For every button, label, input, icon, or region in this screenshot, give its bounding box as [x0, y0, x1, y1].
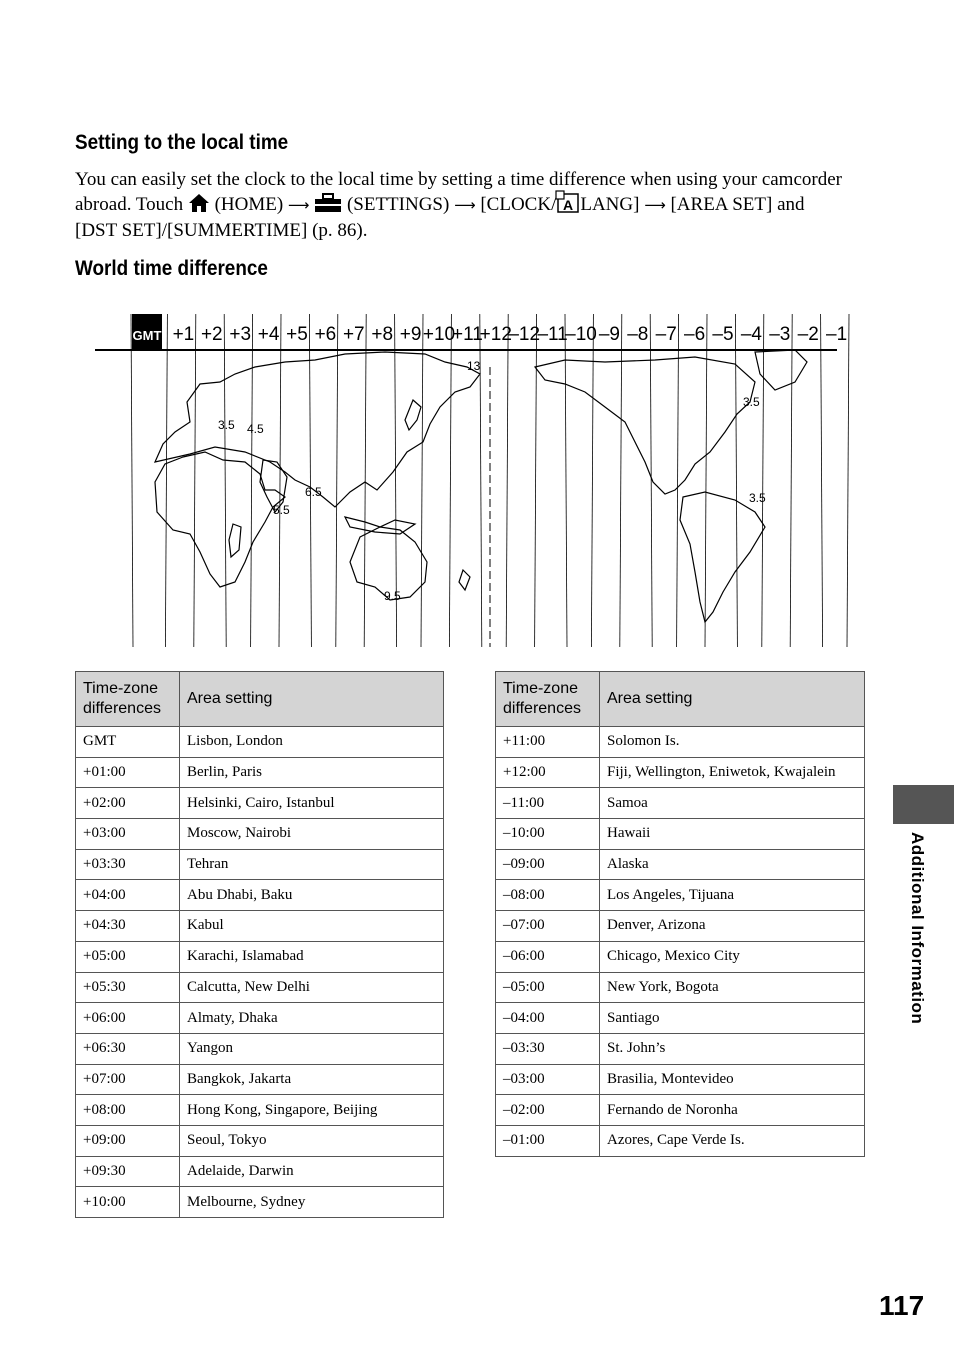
europe-asia-outline	[155, 352, 480, 507]
time-zone-cell: –01:00	[496, 1125, 600, 1156]
zone-boundary-line	[762, 314, 764, 647]
table-row	[76, 941, 444, 972]
world-time-zone-map	[95, 312, 848, 647]
table-row	[76, 1156, 444, 1187]
map-annotation: 3.5	[743, 395, 760, 409]
zone-boundary-line	[224, 314, 226, 647]
area-setting-cell: Los Angeles, Tijuana	[600, 880, 865, 911]
time-zone-cell: +11:00	[496, 727, 600, 758]
time-zone-cell: +09:00	[76, 1125, 180, 1156]
area-setting-cell: Karachi, Islamabad	[180, 941, 444, 972]
area-setting-cell: Denver, Arizona	[600, 911, 865, 942]
table-row	[76, 727, 444, 758]
table-row	[496, 849, 865, 880]
table-row	[76, 849, 444, 880]
time-zone-cell: –03:30	[496, 1033, 600, 1064]
zone-label: +6	[314, 324, 337, 345]
zone-label: +8	[371, 324, 394, 345]
area-setting-cell: Almaty, Dhaka	[180, 1003, 444, 1034]
zone-label: –7	[655, 324, 677, 345]
arrow-icon: ⟶	[454, 196, 476, 214]
language-icon	[556, 191, 580, 219]
table-row	[76, 911, 444, 942]
area-setting-cell: St. John’s	[600, 1033, 865, 1064]
time-zone-cell: –07:00	[496, 911, 600, 942]
zone-label: +12	[479, 324, 512, 345]
zone-boundary-line	[194, 314, 196, 647]
time-zone-cell: –09:00	[496, 849, 600, 880]
area-setting-cell: Samoa	[600, 788, 865, 819]
zone-boundary-line	[364, 314, 366, 647]
table-row	[496, 819, 865, 850]
table-row	[496, 757, 865, 788]
zone-boundary-line	[131, 314, 133, 647]
area-setting-cell: Kabul	[180, 911, 444, 942]
time-zone-table-left	[75, 671, 444, 1218]
table-row	[496, 880, 865, 911]
africa-outline	[155, 452, 285, 587]
time-zone-cell: –04:00	[496, 1003, 600, 1034]
area-setting-cell: Moscow, Nairobi	[180, 819, 444, 850]
zone-label: +10	[422, 324, 456, 345]
area-setting-cell: Seoul, Tokyo	[180, 1125, 444, 1156]
zone-label: –3	[769, 324, 791, 345]
time-zone-cell: +06:00	[76, 1003, 180, 1034]
area-setting-cell: Bangkok, Jakarta	[180, 1064, 444, 1095]
section-side-label: Additional Information	[908, 832, 927, 1025]
time-zone-cell: +08:00	[76, 1095, 180, 1126]
table-header-row	[496, 672, 865, 727]
area-setting-cell: Chicago, Mexico City	[600, 941, 865, 972]
area-setting-cell: Berlin, Paris	[180, 757, 444, 788]
table-row	[76, 1187, 444, 1218]
table-row	[76, 972, 444, 1003]
zone-label: –9	[598, 324, 620, 345]
map-annotation: 5.5	[273, 503, 290, 517]
header-time-zone: Time-zone differences	[496, 672, 600, 727]
time-zone-cell: –11:00	[496, 788, 600, 819]
zone-boundary-line	[620, 314, 622, 647]
zone-label: +11	[451, 324, 483, 345]
table-row	[76, 1095, 444, 1126]
table-row	[76, 1003, 444, 1034]
map-annotation: 9.5	[384, 589, 401, 603]
header-time-zone: Time-zone differences	[76, 672, 180, 727]
arrow-icon: ⟶	[644, 196, 666, 214]
table-row	[76, 788, 444, 819]
zone-label: +1	[172, 324, 195, 345]
section-tab-marker	[893, 785, 954, 824]
header-area-setting: Area setting	[600, 672, 865, 727]
time-zone-cell: +06:30	[76, 1033, 180, 1064]
zone-boundary-line	[677, 314, 679, 647]
page-number: 117	[879, 1290, 925, 1321]
zone-boundary-line	[535, 314, 537, 647]
table-row	[496, 1003, 865, 1034]
zone-label: +7	[342, 324, 365, 345]
japan-outline	[405, 400, 421, 430]
map-annotation: 3.5	[218, 418, 235, 432]
map-annotation: 3.5	[749, 491, 766, 505]
area-setting-cell: New York, Bogota	[600, 972, 865, 1003]
zone-boundary-line	[790, 314, 792, 647]
table-row	[496, 941, 865, 972]
arrow-icon: ⟶	[287, 196, 310, 214]
zone-label: GMT	[132, 328, 162, 343]
zone-label: +5	[286, 324, 308, 345]
zone-boundary-line	[421, 314, 423, 647]
zone-boundary-line	[847, 314, 849, 647]
zone-label: +4	[257, 324, 280, 345]
time-zone-table-right	[495, 671, 865, 1157]
new-zealand-outline	[459, 570, 470, 590]
map-annotation: 4.5	[247, 422, 264, 436]
zone-boundary-line	[705, 314, 707, 647]
time-zone-cell: +04:30	[76, 911, 180, 942]
area-setting-cell: Fiji, Wellington, Eniwetok, Kwajalein	[600, 757, 865, 788]
area-setting-cell: Tehran	[180, 849, 444, 880]
table-row	[496, 972, 865, 1003]
zone-boundary-line	[821, 314, 823, 647]
table-row	[76, 880, 444, 911]
heading-world-time: World time difference	[75, 257, 268, 280]
area-setting-cell: Santiago	[600, 1003, 865, 1034]
area-setting-cell: Abu Dhabi, Baku	[180, 880, 444, 911]
zone-label: +9	[399, 324, 422, 345]
table-row	[76, 1125, 444, 1156]
table-row	[496, 911, 865, 942]
area-setting-cell: Azores, Cape Verde Is.	[600, 1125, 865, 1156]
table-row	[496, 727, 865, 758]
area-setting-cell: Fernando de Noronha	[600, 1095, 865, 1126]
zone-boundary-line	[591, 314, 593, 647]
time-zone-cell: –03:00	[496, 1064, 600, 1095]
map-annotation: 13	[467, 359, 481, 373]
table-row	[496, 1095, 865, 1126]
area-setting-cell: Hong Kong, Singapore, Beijing	[180, 1095, 444, 1126]
area-setting-cell: Melbourne, Sydney	[180, 1187, 444, 1218]
time-zone-cell: +03:30	[76, 849, 180, 880]
zone-label: +3	[229, 324, 252, 345]
indonesia-outline	[345, 517, 415, 534]
heading-local-time: Setting to the local time	[75, 131, 289, 154]
zone-boundary-line	[279, 314, 281, 647]
time-zone-cell: +02:00	[76, 788, 180, 819]
table-row	[76, 1064, 444, 1095]
table-row	[496, 788, 865, 819]
zone-label: –6	[684, 324, 706, 345]
area-setting-cell: Brasilia, Montevideo	[600, 1064, 865, 1095]
area-setting-cell: Alaska	[600, 849, 865, 880]
table-row	[76, 757, 444, 788]
time-zone-cell: –06:00	[496, 941, 600, 972]
time-zone-cell: –08:00	[496, 880, 600, 911]
local-time-paragraph: You can easily set the clock to the local time by setting a time difference when using your camcorder abroad. Touch (HOME) ⟶ (SETTINGS) ⟶ [CLOCK/ A LANG] ⟶ [AREA SET] and [DST SET]/[SUMMERTIME] (p. 86).	[75, 169, 842, 241]
table-row	[496, 1125, 865, 1156]
zone-labels	[133, 324, 848, 345]
table-row	[496, 1064, 865, 1095]
table-row	[496, 1033, 865, 1064]
zone-label: –11	[537, 324, 568, 345]
area-setting-cell: Lisbon, London	[180, 727, 444, 758]
area-setting-cell: Hawaii	[600, 819, 865, 850]
zone-label: +2	[200, 324, 223, 345]
table-row	[76, 819, 444, 850]
area-setting-cell: Solomon Is.	[600, 727, 865, 758]
greenland-outline	[755, 350, 807, 390]
time-zone-cell: –05:00	[496, 972, 600, 1003]
area-setting-cell: Yangon	[180, 1033, 444, 1064]
area-setting-cell: Adelaide, Darwin	[180, 1156, 444, 1187]
table-row	[76, 1033, 444, 1064]
map-annotation: 6.5	[305, 485, 322, 499]
zone-label: –12	[508, 324, 541, 345]
zone-label: –1	[826, 324, 848, 345]
zone-label: –8	[627, 324, 649, 345]
zone-label: –4	[740, 324, 762, 345]
time-zone-cell: +07:00	[76, 1064, 180, 1095]
time-zone-cell: +05:30	[76, 972, 180, 1003]
area-setting-cell: Calcutta, New Delhi	[180, 972, 444, 1003]
zone-boundary-line	[506, 314, 508, 647]
zone-label: –5	[712, 324, 734, 345]
madagascar-outline	[229, 524, 241, 557]
time-zone-cell: +12:00	[496, 757, 600, 788]
svg-text:A: A	[563, 197, 574, 213]
zone-label: –2	[797, 324, 819, 345]
zone-boundary-line	[251, 314, 253, 647]
time-zone-cell: –10:00	[496, 819, 600, 850]
zone-boundary-line	[309, 314, 311, 647]
time-zone-cell: GMT	[76, 727, 180, 758]
time-zone-cell: +05:00	[76, 941, 180, 972]
time-zone-cell: +10:00	[76, 1187, 180, 1218]
south-america-outline	[680, 492, 765, 622]
header-area-setting: Area setting	[180, 672, 444, 727]
zone-boundary-line	[336, 314, 338, 647]
time-zone-cell: –02:00	[496, 1095, 600, 1126]
time-zone-cell: +03:00	[76, 819, 180, 850]
table-header-row	[76, 672, 444, 727]
time-zone-cell: +09:30	[76, 1156, 180, 1187]
area-setting-cell: Helsinki, Cairo, Istanbul	[180, 788, 444, 819]
zone-boundary-line	[165, 314, 167, 647]
time-zone-cell: +01:00	[76, 757, 180, 788]
zone-label: –10	[565, 324, 597, 345]
toolbox-icon	[314, 193, 342, 219]
north-america-outline	[535, 357, 755, 494]
zone-boundary-line	[565, 314, 567, 647]
time-zone-cell: +04:00	[76, 880, 180, 911]
home-icon	[188, 193, 210, 219]
